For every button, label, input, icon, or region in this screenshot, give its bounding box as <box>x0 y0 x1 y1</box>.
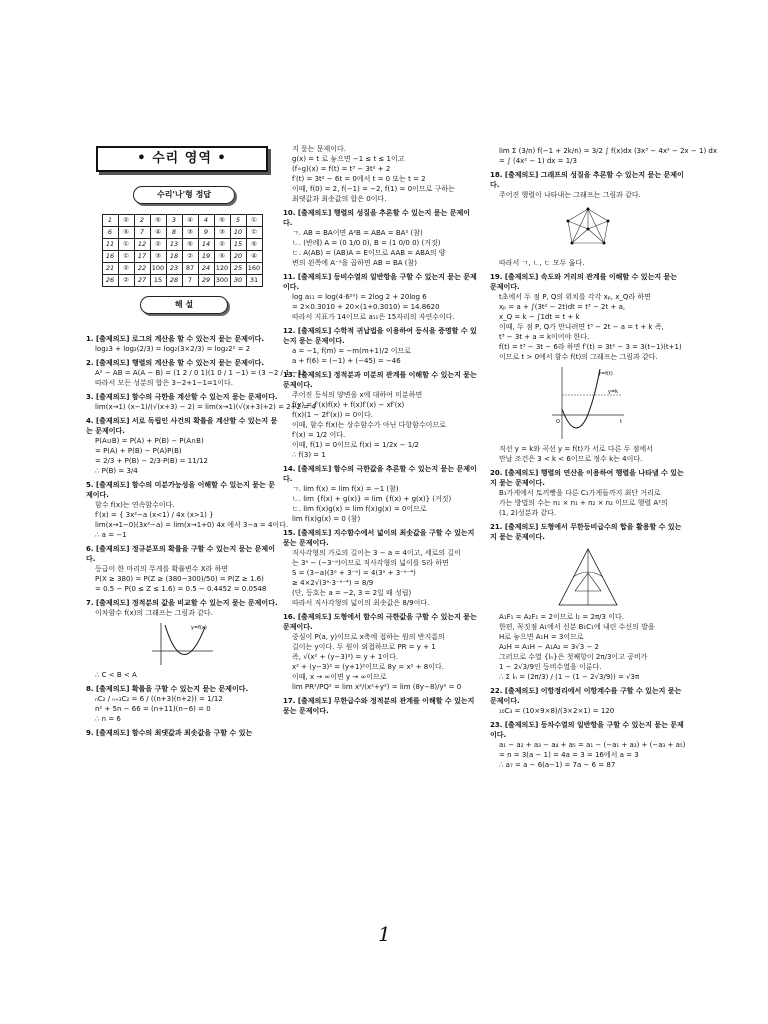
solution-line: ㄱ. lim f(x) = lim f(x) = −1 (참) <box>292 485 399 493</box>
question-number: 7 <box>134 227 150 239</box>
answer-table <box>102 214 263 287</box>
answer-cell: ② <box>214 239 230 251</box>
question-number: 1 <box>102 215 118 227</box>
solution-heading: 21. [출제의도] 도형에서 무한등비급수의 합을 활용할 수 있는지 묻는 문제이다. <box>490 523 682 541</box>
solution-item <box>490 686 686 716</box>
column-2 <box>283 144 477 720</box>
cubic-curve <box>562 369 600 428</box>
solution-item <box>283 696 477 716</box>
answer-cell: ② <box>118 263 134 275</box>
solution-line: 길이는 y이다. 두 원이 외접하므로 PR = y + 1 <box>292 643 436 651</box>
solution-line: 변의 왼쪽에 A⁻¹을 곱하면 AB = BA (참) <box>292 259 417 267</box>
solution-heading: 1. [출제의도] 로그의 계산을 할 수 있는지 묻는 문제이다. <box>86 335 265 343</box>
solution-heading: 14. [출제의도] 함수의 극한값을 추론할 수 있는지 묻는 문제이다. <box>283 465 477 483</box>
question-number: 16 <box>102 251 118 263</box>
page-number: 1 <box>378 922 391 946</box>
question-number: 25 <box>230 263 246 275</box>
solution-line: lim(x→1) (x−1)/(√(x+3) − 2) = lim(x→1)(√(x+3)+2) = 2+2 = 4 <box>95 403 316 411</box>
solution-line: P(X ≥ 380) = P(Z ≥ (380−300)/50) = P(Z ≥ 1.6) <box>95 575 264 583</box>
t-label: t <box>620 419 622 425</box>
solution-line: x² + (y−3)² = (y+1)²이므로 8y = x² + 8이다. <box>292 663 444 671</box>
question-number: 14 <box>198 239 214 251</box>
solution-line: 중심이 P(a, y)이므로 x축에 접하는 원의 반지름의 <box>292 633 445 641</box>
haeseol-oval-wrap <box>140 296 228 314</box>
question-number: 24 <box>198 263 214 275</box>
solution-line: 최댓값과 최솟값의 합은 0이다. <box>292 195 387 203</box>
answer-cell: ⑤ <box>182 239 198 251</box>
solution-line: 따라서 직사각형의 넓이의 최솟값은 8/9이다. <box>292 599 430 607</box>
solution-item <box>490 468 686 518</box>
solution-line: a + f(6) = (−1) + (−45) = −46 <box>292 357 401 365</box>
solution-line: xₚ = a + ∫(3t² − 2t)dt = t³ − 2t + a, <box>499 303 626 311</box>
answer-cell: ③ <box>150 251 166 263</box>
solution-line: 는 3ᵃ − (−3⁻ᵃ)이므로 직사각형의 넓이를 S라 하면 <box>292 559 449 567</box>
question-number: 23 <box>166 263 182 275</box>
solution-line: 주어진 등식의 양변을 x에 대하여 미분하면 <box>292 391 423 399</box>
solution-line: 직사각형의 가로의 길이는 3 − a = 4이고, 세로의 길이 <box>292 549 461 557</box>
question-number: 18 <box>166 251 182 263</box>
solution-item <box>283 144 477 204</box>
solution-heading: 4. [출제의도] 서로 독립인 사건의 확률을 계산할 수 있는지 묻는 문제이다. <box>86 417 278 435</box>
solution-line: ∴ P(B) = 3/4 <box>95 467 138 475</box>
solution-line: f(x) = f′(x)f(x) + f(x)f′(x) − xf′(x) <box>292 401 405 409</box>
curve-label: y=f(x) <box>191 625 207 631</box>
solution-line: 함수 f(x)는 연속함수이다. <box>95 501 175 509</box>
answer-row <box>102 227 262 239</box>
solution-line: 이차함수 f(x)의 그래프는 그림과 같다. <box>95 609 213 617</box>
solution-line: 만날 조건은 3 < k < 6이므로 정수 k는 4이다. <box>499 455 643 463</box>
haeseol-label: 해 설 <box>140 296 228 314</box>
solution-line: 한편, 꼭짓점 A₁에서 선분 B₁C₁에 내린 수선의 발을 <box>499 623 655 631</box>
question-number: 28 <box>166 275 182 287</box>
question-number: 3 <box>166 215 182 227</box>
solution-heading: 22. [출제의도] 이항정리에서 이항계수를 구할 수 있는지 묻는 문제이다. <box>490 687 682 705</box>
origin-label: O <box>556 419 560 425</box>
title-box <box>96 146 268 172</box>
solution-line: A₁F₁ = A₂F₁ = 2이므로 l₁ = 2π/3 이다. <box>499 613 624 621</box>
solution-line: = 0.5 − P(0 ≤ Z ≤ 1.6) = 0.5 − 0.4452 = 0.0548 <box>95 585 267 593</box>
solution-item <box>86 728 278 738</box>
solution-item <box>490 146 718 166</box>
solution-heading: 12. [출제의도] 수학적 귀납법을 이용하여 등식을 증명할 수 있는지 묻는 문제이다. <box>283 327 477 345</box>
answer-row <box>102 251 262 263</box>
solution-line: 이때, f(1) = 0이므로 f(x) = 1/2x − 1/2 <box>292 441 420 449</box>
question-number: 22 <box>134 263 150 275</box>
solution-line: lim f(x)g(x) = 0 (참) <box>292 515 361 523</box>
solution-line: S = (3−a)(3ᵃ + 3⁻ᵃ) = 4(3ᵃ + 3⁻ᵃ⁻⁴) <box>292 569 416 577</box>
answer-cell: ② <box>182 251 198 263</box>
solution-heading: 19. [출제의도] 속도와 거리의 관계를 이해할 수 있는지 묻는 문제이다. <box>490 273 678 291</box>
answer-cell: ① <box>246 215 262 227</box>
question-number: 20 <box>230 251 246 263</box>
solution-item <box>86 416 278 476</box>
solution-line: lim PR²/PQ² = lim x²/(x²+y²) = lim (8y−8)/y² = 0 <box>292 683 462 691</box>
answer-cell: ② <box>118 275 134 287</box>
solution-line: 가는 방법의 수는 n₁ × n₁ + n₂ × n₂ 이므로 행렬 A²의 <box>499 499 668 507</box>
solution-heading: 6. [출제의도] 정규분포의 확률을 구할 수 있는지 묻는 문제이다. <box>86 545 275 563</box>
solution-item <box>283 208 477 268</box>
solution-line: (1, 2)성분과 같다. <box>499 509 557 517</box>
solution-line: 지 묻는 문제이다. <box>292 145 347 153</box>
solution-item <box>86 334 278 354</box>
graph-edge <box>588 229 604 243</box>
solution-line: 이때, x → ∞이면 y → ∞이므로 <box>292 673 387 681</box>
solution-line: 주어진 행렬이 나타내는 그래프는 그림과 같다. <box>499 191 641 199</box>
solution-line: 이므로 t > 0에서 함수 f(t)의 그래프는 그림과 같다. <box>499 353 658 361</box>
solution-line: t³ − 3t + a = k이어야 한다. <box>499 333 590 341</box>
answer-cell: ⑤ <box>214 215 230 227</box>
answer-row <box>102 263 262 275</box>
solution-line: 직선 y = k와 곡선 y = f(t)가 서로 다른 두 점에서 <box>499 445 653 453</box>
solution-line: 따라서 지표가 14이므로 a₁₁은 15자리의 자연수이다. <box>292 313 455 321</box>
solution-line: ㄴ. (반례) A = (0 1/0 0), B = (1 0/0 0) (거짓) <box>292 239 441 247</box>
graph-edge <box>588 221 608 229</box>
solution-item <box>86 392 316 412</box>
answer-cell: ⑤ <box>118 227 134 239</box>
solution-line: 따라서 모든 성분의 합은 3−2+1−1=1이다. <box>95 379 233 387</box>
graph-vertex <box>603 242 606 245</box>
question-number: 10 <box>230 227 246 239</box>
solution-item <box>283 528 477 608</box>
solution-heading: 10. [출제의도] 행렬의 성질을 추론할 수 있는지 묻는 문제이다. <box>283 209 471 227</box>
solution-line: 이때, f(0) = 2, f(−1) = −2, f(1) = 0이므로 구하는 <box>292 185 455 193</box>
cubic-graph <box>548 365 628 441</box>
solution-heading: 23. [출제의도] 등차수열의 일반항을 구할 수 있는지 묻는 문제이다. <box>490 721 684 739</box>
question-number: 12 <box>134 239 150 251</box>
question-number: 17 <box>134 251 150 263</box>
column-3 <box>490 146 718 774</box>
answer-cell: ④ <box>182 215 198 227</box>
answer-cell: ⑤ <box>150 215 166 227</box>
k-label: y=k <box>608 389 619 395</box>
solution-line: = 2×0.3010 + 20×(1+0.3010) = 14.8620 <box>292 303 440 311</box>
solution-line: 이때, 함수 f(x)는 상수함수가 아닌 다항함수이므로 <box>292 421 446 429</box>
solution-line: (단, 등호는 a = −2, 3 = 2일 때 성립) <box>292 589 412 597</box>
solution-item <box>283 326 477 366</box>
solution-heading: 7. [출제의도] 정적분의 값을 비교할 수 있는지 묻는 문제이다. <box>86 599 278 607</box>
solution-heading: 17. [출제의도] 무한급수와 정적분의 관계를 이해할 수 있는지 묻는 문제이다. <box>283 697 475 715</box>
solution-line: lim(x→1−0)(3x²−a) = lim(x→1+0) 4x 에서 3−a = 4이다. <box>95 521 289 529</box>
solution-line: f(t) = t³ − 3t − 6라 하면 f′(t) = 3t² − 3 = 3(t−1)(t+1) <box>499 343 682 351</box>
solution-line: ∴ Σ lₙ = (2π/3) / (1 − (1 − 2√3/9)) = √3π <box>499 673 640 681</box>
answer-cell: ⑤ <box>246 239 262 251</box>
question-number: 26 <box>102 275 118 287</box>
solution-item <box>283 612 477 692</box>
solution-heading: 11. [출제의도] 등비수열의 일반항을 구할 수 있는지 묻는 문제이다. <box>283 273 477 291</box>
solution-line: ≥ 4×2√(3ᵃ·3⁻ᵃ⁻⁴) = 8/9 <box>292 579 374 587</box>
solution-line: ㄷ. lim f(x)g(x) = lim f(x)g(x) = 0이므로 <box>292 505 427 513</box>
solution-item <box>86 598 278 680</box>
answer-cell: ② <box>150 239 166 251</box>
subtitle: 수리'나'형 정답 <box>133 186 235 204</box>
solution-heading: 3. [출제의도] 함수의 극한을 계산할 수 있는지 묻는 문제이다. <box>86 393 278 401</box>
answer-cell: 160 <box>246 263 262 275</box>
graph-edge <box>568 221 572 243</box>
solution-line: ㄱ. AB = BA이면 A²B = ABA = BA² (참) <box>292 229 423 237</box>
solution-item <box>283 272 477 322</box>
solution-line: (f∘g)(x) = f(t) = t³ − 3t² + 2 <box>292 165 391 173</box>
solution-line: t초에서 두 점 P, Q의 위치를 각각 xₚ, x_Q라 하면 <box>499 293 651 301</box>
answer-cell: 31 <box>246 275 262 287</box>
solution-line: ㄴ. lim {f(x) + g(x)} = lim {f(x) + g(x)} (거짓) <box>292 495 452 503</box>
subtitle-oval <box>133 186 235 204</box>
answer-cell: 100 <box>150 263 166 275</box>
solution-item <box>490 272 686 464</box>
solution-item <box>283 370 477 460</box>
graph-vertex <box>587 208 590 211</box>
graph-vertex <box>567 220 570 223</box>
solution-line: 1 − 2√3/9인 등비수열을 이룬다. <box>499 663 602 671</box>
solution-item <box>490 170 686 268</box>
solution-line: g(x) = t 로 놓으면 −1 ≤ t ≤ 1이고 <box>292 155 405 163</box>
solution-line: f′(x) = 1/2 이다. <box>292 431 346 439</box>
solution-line: 즉, √(x² + (y−3)²) = y + 1이다. <box>292 653 399 661</box>
question-number: 13 <box>166 239 182 251</box>
solution-line: ∴ n = 6 <box>95 715 121 723</box>
question-number: 6 <box>102 227 118 239</box>
solution-line: ∴ a = −1 <box>95 531 127 539</box>
question-number: 8 <box>166 227 182 239</box>
solution-line: log a₁₁ = log(4·6²⁰) = 2log 2 + 20log 6 <box>292 293 427 301</box>
answer-row <box>102 275 262 287</box>
question-number: 9 <box>198 227 214 239</box>
answer-cell: ④ <box>246 251 262 263</box>
solution-line: ₁₀C₃ = (10×9×8)/(3×2×1) = 120 <box>499 707 615 715</box>
solution-line: a₁ − a₂ + a₃ − a₄ + a₅ = a₁ − (−a₁ + a₃) + (−a₃ + a₅) <box>499 741 686 749</box>
answer-cell: ② <box>118 215 134 227</box>
graph-edge <box>604 221 608 243</box>
page-title: • 수리 영역 • <box>96 146 268 172</box>
question-number: 21 <box>102 263 118 275</box>
solution-line: f′(x) = { 3x²−a (x<1) / 4x (x>1) } <box>95 511 214 519</box>
solution-heading: 9. [출제의도] 함수의 최댓값과 최솟값을 구할 수 있는 <box>86 729 253 737</box>
solution-line: H로 놓으면 A₁H = 3이므로 <box>499 633 584 641</box>
solution-line: ㄷ. A(AB) = (AB)A = E이므로 AAB = ABA의 양 <box>292 249 446 257</box>
solution-line: P(A∪B) = P(A) + P(B) − P(A∩B) <box>95 437 204 445</box>
graph-figure <box>558 203 618 255</box>
question-number: 11 <box>102 239 118 251</box>
solution-heading: 8. [출제의도] 확률을 구할 수 있는지 묻는 문제이다. <box>86 685 249 693</box>
solution-item <box>86 544 278 594</box>
answer-cell: 300 <box>214 275 230 287</box>
answer-cell: ④ <box>150 227 166 239</box>
solution-line: 등급이 한 마리의 무게를 확률변수 X라 하면 <box>95 565 229 573</box>
solution-line: = ∫ (4x² − 1) dx = 1/3 <box>499 157 577 165</box>
answer-cell: ③ <box>214 227 230 239</box>
solution-line: = 2/3 + P(B) − 2/3·P(B) = 11/12 <box>95 457 208 465</box>
graph-vertex <box>587 228 590 231</box>
solution-heading: 13. [출제의도] 정적분과 미분의 관계를 이해할 수 있는지 묻는 문제이다. <box>283 371 477 389</box>
graph-edge <box>568 221 588 229</box>
triangle-figure <box>553 545 623 609</box>
solution-line: A² − AB = A(A − B) = (1 2 / 0 1)(1 0 / 1 −1) = (3 −2 / 1 −1) <box>95 369 305 377</box>
solution-heading: 18. [출제의도] 그래프의 성질을 추론할 수 있는지 묻는 문제이다. <box>490 171 684 189</box>
graph-vertex <box>607 220 610 223</box>
answer-cell: ③ <box>182 227 198 239</box>
answer-table-wrap <box>92 206 272 295</box>
solution-heading: 5. [출제의도] 함수의 미분가능성을 이해할 수 있는지 묻는 문제이다. <box>86 481 275 499</box>
graph-vertex <box>571 242 574 245</box>
answer-cell: ① <box>118 251 134 263</box>
solution-line: = P(A) + P(B) − P(A)P(B) <box>95 447 182 455</box>
solution-item <box>86 358 305 388</box>
answer-cell: 87 <box>182 263 198 275</box>
graph-edge <box>572 229 588 243</box>
answer-cell: ① <box>246 227 262 239</box>
answer-row <box>102 215 262 227</box>
solution-line: ∴ C < B < A <box>95 671 137 679</box>
solution-item <box>490 720 686 770</box>
solution-line: B₁가게에서 토끼빵을 다른 C₁가게들까지 최단 거리로 <box>499 489 661 497</box>
answer-cell: ① <box>118 239 134 251</box>
solution-heading: 16. [출제의도] 도형에서 함수의 극한값을 구할 수 있는지 묻는 문제이다. <box>283 613 477 631</box>
solution-line: n² + 5n − 66 = (n+11)(n−6) = 0 <box>95 705 211 713</box>
answer-cell: ⑤ <box>214 251 230 263</box>
question-number: 4 <box>198 215 214 227</box>
answer-row <box>102 239 262 251</box>
solution-line: ∴ f(3) = 1 <box>292 451 326 459</box>
solution-line: a = −1, f(m) = −m(m+1)/2 이므로 <box>292 347 412 355</box>
solution-line: A₂H = A₁H − A₁A₂ = 3√3 − 2 <box>499 643 599 651</box>
answer-cell: 15 <box>150 275 166 287</box>
solution-item <box>86 480 289 540</box>
answer-cell: 7 <box>182 275 198 287</box>
parabola-graph <box>147 621 217 667</box>
question-number: 5 <box>230 215 246 227</box>
solution-line: = n = 3(a − 1) = 4a = 3 = 16에서 a = 3 <box>499 751 639 759</box>
solution-line: x_Q = k − ∫1dt = t + k <box>499 313 580 321</box>
solution-heading: 15. [출제의도] 지수함수에서 넓이의 최솟값을 구할 수 있는지 묻는 문제이다. <box>283 529 475 547</box>
curve-label: y=f(t) <box>598 371 613 377</box>
solution-heading: 20. [출제의도] 행렬의 연산을 이용하여 행렬을 나타낼 수 있는지 묻는 문제이다. <box>490 469 684 487</box>
solution-line: f′(t) = 3t² − 6t = 0에서 t = 0 또는 t = 2 <box>292 175 426 183</box>
solution-line: f(x)(1 − 2f′(x)) = 0이다. <box>292 411 373 419</box>
solution-line: 그러므로 수열 {lₙ}은 첫째항이 2π/3이고 공비가 <box>499 653 648 661</box>
solution-item <box>86 684 278 724</box>
question-number: 29 <box>198 275 214 287</box>
solution-line: 따라서 ㄱ, ㄴ, ㄷ 모두 옳다. <box>499 259 585 267</box>
question-number: 27 <box>134 275 150 287</box>
solution-line: ∴ a₇ = a − 6(a−1) = 7a − 6 = 87 <box>499 761 616 769</box>
solution-item <box>490 522 686 682</box>
solution-line: log₂3 + log₂(2/3) = log₂(3×2/3) = log₂2² = 2 <box>95 345 251 353</box>
question-number: 19 <box>198 251 214 263</box>
answer-cell: 120 <box>214 263 230 275</box>
solution-line: ₙC₂ / ₙ₊₃C₂ = 6 / ((n+3)(n+2)) = 1/12 <box>95 695 223 703</box>
question-number: 30 <box>230 275 246 287</box>
question-number: 15 <box>230 239 246 251</box>
solution-line: 이때, 두 점 P, Q가 만나려면 t³ − 2t − a = t + k 즉, <box>499 323 664 331</box>
solution-line: lim Σ (3/n) f(−1 + 2k/n) = 3/2 ∫ f(x)dx (3x³ − 4x² − 2x − 1) dx <box>499 147 718 155</box>
solution-item <box>283 464 477 524</box>
solution-heading: 2. [출제의도] 행렬의 계산을 할 수 있는지 묻는 문제이다. <box>86 359 265 367</box>
question-number: 2 <box>134 215 150 227</box>
